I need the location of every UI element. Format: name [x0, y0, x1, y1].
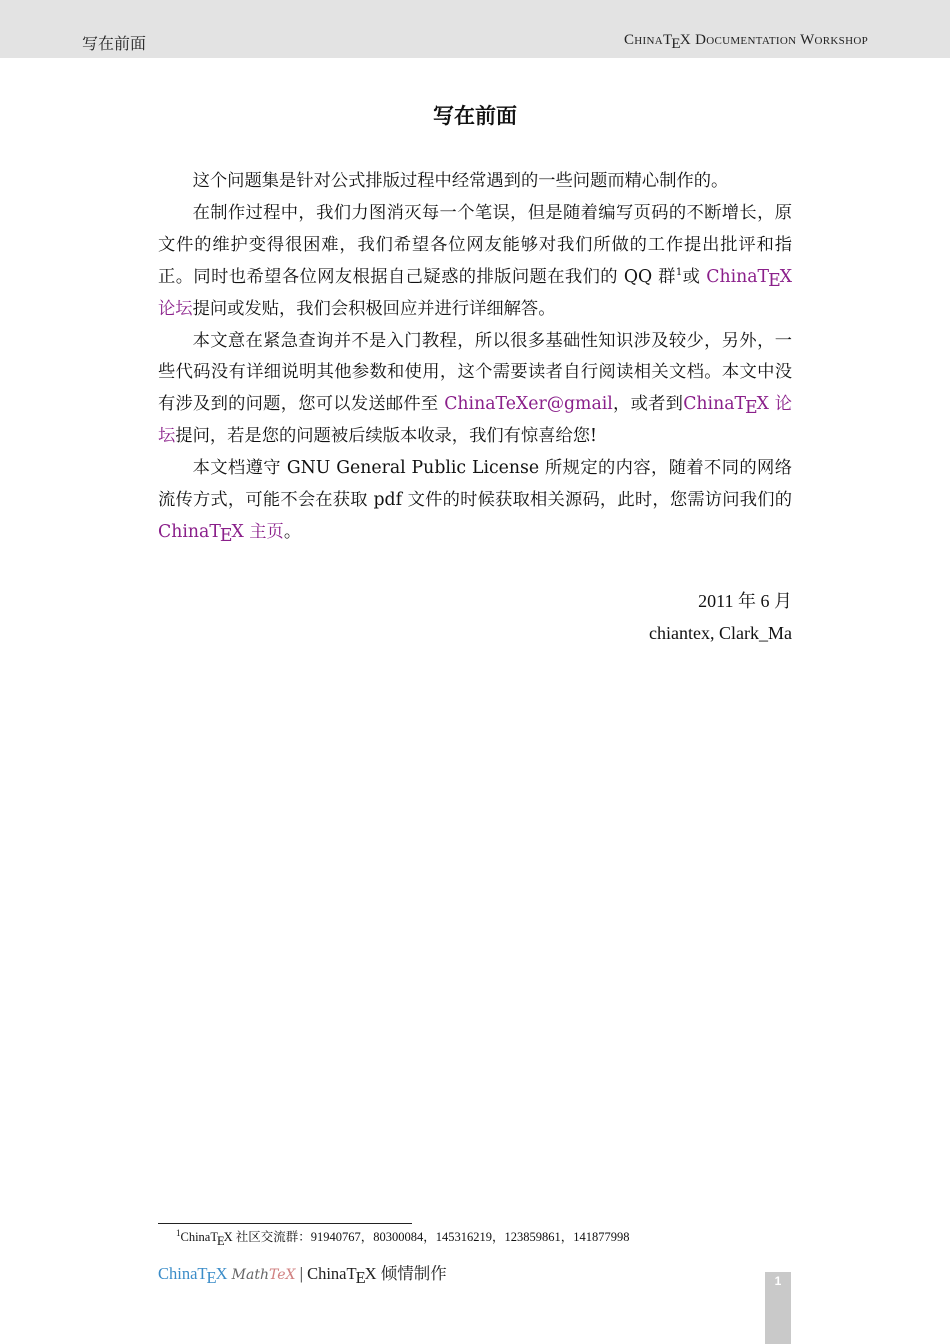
preface-body: [158, 166, 792, 549]
paragraph-1: 这个问题集是针对公式排版过程中经常遇到的一些问题而精心制作的。: [192, 171, 729, 191]
footnote-ref[interactable]: 1: [675, 266, 683, 278]
footnote: $^1$ChinaTEX 社区交流群：91940767，80300084，145316219，123859861，141877998: [176, 1228, 630, 1248]
footnote-divider: [158, 1223, 412, 1224]
running-header: [0, 0, 950, 58]
page-title: 写在前面: [433, 104, 517, 128]
paragraph-3: 本文意在紧急查询并不是入门教程，所以很多基础性知识涉及较少，另外，一些代码没有详细说明其他参数和使用，这个需要读者自行阅读相关文档。本文中没有涉及到的问题，您可以发送邮件至 ChinaTeXer@gmail，或者到ChinaTEX 论坛提问，若是您的问题被后续版本收录，我们有惊喜给您!: [158, 330, 792, 447]
page-number-tab: [765, 1272, 791, 1344]
chinatex-forum-link-2[interactable]: ChinaTEX 论坛: [158, 394, 792, 447]
header-section-title: 写在前面: [82, 34, 147, 53]
paragraph-4: 本文档遵守 GNU General Public License 所规定的内容，随着不同的网络流传方式，可能不会在获取 pdf 文件的时候获取相关源码，此时，您需访问我们的ChinaTEX 主页。: [158, 458, 792, 546]
signature-date: 2011 年 6 月: [698, 591, 792, 611]
paragraph-2: 在制作过程中，我们力图消灭每一个笔误，但是随着编写页码的不断增长，原文件的维护变得很困难，我们希望各位网友能够对我们所做的工作提出批评和指正。同时也希望各位网友根据自己疑惑的排版问题在我们的 QQ 群$^1$或 ChinaTEX 论坛提问或发贴，我们会积极回应并进行详细解答。: [158, 202, 792, 319]
signature-block: [649, 585, 792, 649]
signature-authors: chiantex, Clark_Ma: [649, 623, 792, 643]
footer-separator: |: [295, 1264, 308, 1283]
footer-brand-chinatex: ChinaTEX: [158, 1264, 228, 1287]
footer-credit: ChinaTEX 倾情制作: [307, 1264, 447, 1287]
footer-mathtex-logo: MathTeX: [231, 1267, 296, 1283]
header-workshop-title: ChinaTEX Documentation Workshop: [623, 32, 868, 52]
page-footer: [158, 1260, 447, 1287]
chinatex-homepage-link[interactable]: ChinaTEX 主页: [158, 521, 284, 546]
email-link[interactable]: ChinaTeXer@gmail: [444, 394, 613, 415]
page-number: 1: [774, 1274, 782, 1288]
chinatex-forum-link[interactable]: ChinaTEX 论坛: [158, 266, 792, 319]
